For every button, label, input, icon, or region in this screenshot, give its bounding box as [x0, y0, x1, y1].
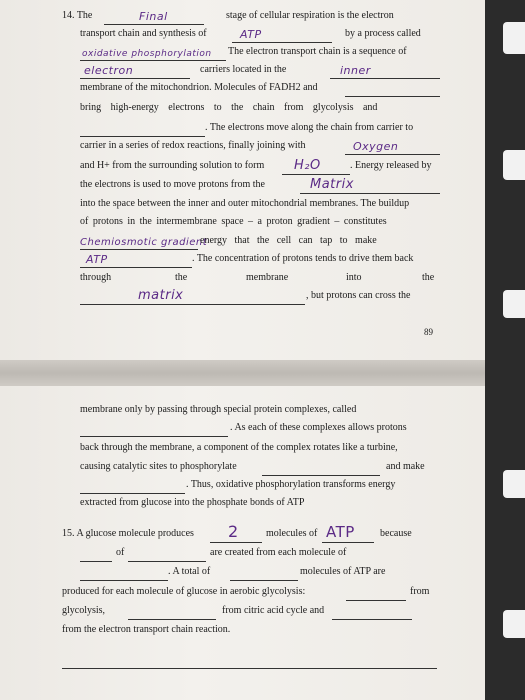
answer-blank[interactable] — [232, 28, 332, 43]
q14-line-16 — [0, 290, 525, 306]
q14-line-3 — [0, 46, 525, 62]
q14-line-14 — [0, 253, 525, 269]
answer-blank[interactable] — [80, 547, 112, 562]
q15-text: 15. A glucose molecule produces — [62, 528, 194, 539]
q14-text: into the space between the inner and outer mitochondrial membranes. The buildup — [80, 198, 410, 209]
q14-text: of protons in the intermembrane space – a proton gradient – constitutes — [80, 216, 387, 227]
q14-line-2 — [0, 28, 525, 44]
q14-line-7 — [0, 122, 525, 138]
q15-text: from citric acid cycle and — [222, 605, 325, 616]
q14-text: by a process called — [345, 28, 421, 39]
handwritten-answer: 2 — [228, 522, 239, 541]
answer-blank[interactable] — [300, 179, 440, 194]
q14-text: back through the membrane, a component of the complex rotates like a turbine, — [80, 442, 398, 453]
q15-text: molecules of ATP are — [300, 566, 386, 577]
q15-line-3 — [0, 566, 525, 582]
handwritten-answer: oxidative phosphorylation — [82, 49, 212, 59]
q14-text: carriers located in the — [200, 64, 287, 75]
handwritten-answer: Matrix — [310, 177, 354, 192]
handwritten-answer: H₂O — [294, 158, 321, 173]
q14-text: membrane only by passing through special protein complexes, called — [80, 404, 357, 415]
handwritten-answer: matrix — [138, 288, 184, 303]
q14-number: 14. The — [62, 10, 93, 21]
handwritten-answer: inner — [340, 64, 371, 77]
q14-text: and make — [386, 461, 425, 472]
answer-blank[interactable] — [330, 64, 440, 79]
q15-text: produced for each molecule of glucose in aerobic glycolysis: — [62, 586, 306, 597]
q14-text: . The concentration of protons tends to drive them back — [192, 253, 414, 264]
bottom-rule — [62, 668, 437, 669]
q14-text: . As each of these complexes allows protons — [230, 422, 407, 433]
q14-text: extracted from glucose into the phosphate bonds of ATP — [80, 497, 305, 508]
answer-blank[interactable] — [80, 64, 190, 79]
q14-line-22 — [0, 497, 525, 513]
handwritten-answer: ATP — [240, 28, 262, 41]
q15-text: glycolysis, — [62, 605, 106, 616]
q14-text: The electron transport chain is a sequence of — [228, 46, 407, 57]
q14-line-12 — [0, 216, 525, 232]
handwritten-answer: ATP — [86, 253, 108, 266]
handwritten-answer: Final — [139, 10, 168, 23]
answer-blank[interactable] — [80, 253, 192, 268]
answer-blank[interactable] — [80, 290, 305, 305]
answer-blank[interactable] — [262, 461, 380, 476]
q14-line-15 — [0, 272, 525, 288]
q15-text: from — [410, 586, 430, 597]
q14-line-9 — [0, 160, 525, 176]
q15-line-1 — [0, 522, 525, 544]
q15-line-6 — [0, 624, 525, 640]
q14-text: the electrons is used to move protons from the — [80, 179, 265, 190]
q14-text: . Thus, oxidative phosphorylation transforms energy — [186, 479, 396, 490]
answer-blank[interactable] — [346, 586, 406, 601]
q14-line-11 — [0, 198, 525, 214]
q14-line-21 — [0, 479, 525, 495]
answer-blank[interactable] — [80, 566, 168, 581]
q14-text: , but protons can cross the — [306, 290, 411, 301]
q14-text: causing catalytic sites to phosphorylate — [80, 461, 237, 472]
q15-text: . A total of — [168, 566, 211, 577]
q14-text: . The electrons move along the chain from carrier to — [205, 122, 414, 133]
q15-text: because — [380, 528, 412, 539]
answer-blank[interactable] — [210, 522, 262, 543]
q15-line-2 — [0, 547, 525, 563]
answer-blank[interactable] — [322, 523, 374, 543]
answer-blank[interactable] — [80, 235, 208, 250]
q15-text: are created from each molecule of — [210, 547, 347, 558]
q15-text: molecules of — [266, 528, 318, 539]
q14-text: . Energy released by — [350, 160, 432, 171]
page-number: 89 — [424, 327, 433, 337]
q14-line-5 — [0, 82, 525, 98]
q14-line-1 — [0, 10, 525, 26]
q14-text: through — [80, 272, 112, 283]
answer-blank[interactable] — [80, 46, 226, 61]
answer-blank[interactable] — [128, 547, 206, 562]
answer-blank[interactable] — [80, 422, 228, 437]
answer-blank[interactable] — [104, 10, 204, 25]
answer-blank[interactable] — [128, 605, 216, 620]
q14-line-13 — [0, 235, 525, 251]
q14-text: into — [346, 272, 362, 283]
handwritten-answer: ATP — [326, 523, 355, 541]
q14-line-18 — [0, 422, 525, 438]
q14-text: and H+ from the surrounding solution to form — [80, 160, 265, 171]
answer-blank[interactable] — [80, 479, 185, 494]
handwritten-answer: Oxygen — [353, 140, 399, 153]
answer-blank[interactable] — [282, 160, 350, 175]
q14-text: stage of cellular respiration is the electron — [226, 10, 394, 21]
q15-line-4 — [0, 586, 525, 602]
q14-text: membrane of the mitochondrion. Molecules of FADH2 and — [80, 82, 318, 93]
q14-line-10 — [0, 179, 525, 195]
q14-line-20 — [0, 461, 525, 477]
page-gap — [0, 360, 485, 386]
q14-text: energy that the cell can tap to make — [200, 235, 377, 246]
answer-blank[interactable] — [80, 122, 205, 137]
q14-line-19 — [0, 442, 525, 458]
q14-line-6 — [0, 102, 525, 118]
q14-text: the — [422, 272, 435, 283]
q14-text: carrier in a series of redox reactions, finally joining with — [80, 140, 306, 151]
q14-line-4 — [0, 64, 525, 80]
handwritten-answer: Chemiosmotic gradient — [80, 237, 208, 248]
q14-line-8 — [0, 140, 525, 156]
q14-text: the — [175, 272, 188, 283]
answer-blank[interactable] — [345, 140, 440, 155]
q15-text: of — [116, 547, 125, 558]
q15-text: from the electron transport chain reaction. — [62, 624, 231, 635]
answer-blank[interactable] — [230, 566, 298, 581]
q14-text: membrane — [246, 272, 289, 283]
q14-text: transport chain and synthesis of — [80, 28, 207, 39]
q14-text: bring high-energy electrons to the chain from glycolysis and — [80, 102, 378, 113]
answer-blank[interactable] — [345, 82, 440, 97]
handwritten-answer: electron — [84, 64, 134, 77]
q14-line-17 — [0, 404, 525, 420]
answer-blank[interactable] — [332, 605, 412, 620]
q15-line-5 — [0, 605, 525, 621]
